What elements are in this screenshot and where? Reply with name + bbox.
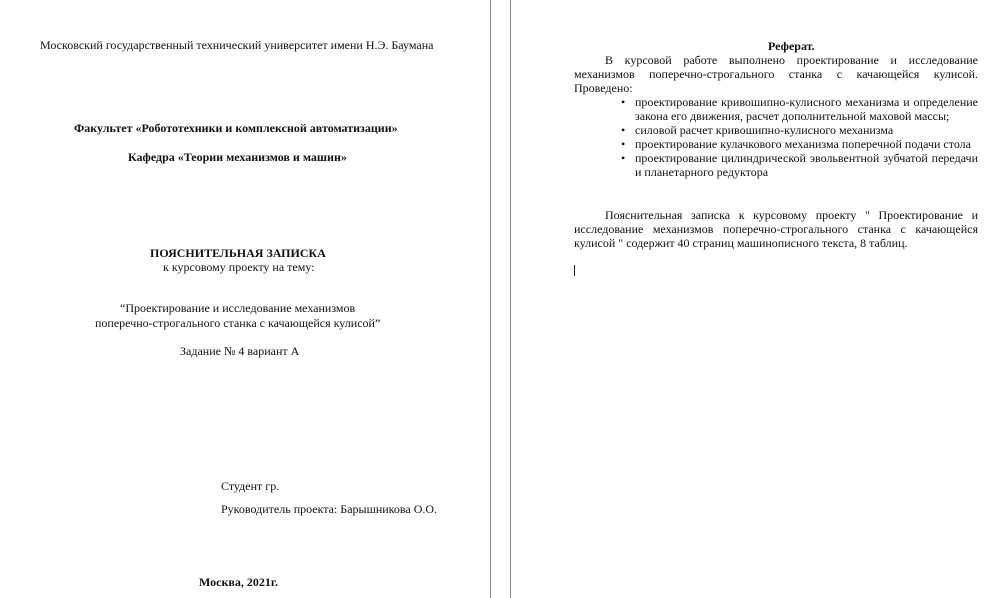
university-name: Московский государственный технический университет имени Н.Э. Баумана bbox=[40, 38, 434, 52]
bullet-icon: • bbox=[621, 137, 626, 151]
bullet-text: проектирование цилиндрической эвольвентной зубчатой передачи и планетарного редуктора bbox=[635, 151, 978, 179]
department-name: Кафедра «Теории механизмов и машин» bbox=[128, 150, 347, 164]
list-item bbox=[621, 123, 978, 137]
abstract-heading: Реферат. bbox=[768, 39, 815, 53]
title-page[interactable] bbox=[0, 0, 490, 598]
list-item bbox=[621, 151, 978, 179]
list-item bbox=[621, 137, 978, 151]
topic-line-1: “Проектирование и исследование механизмов bbox=[120, 301, 356, 315]
topic-line-2: поперечно-строгального станка с качающейся кулисой” bbox=[95, 316, 381, 330]
abstract-closing-paragraph[interactable] bbox=[574, 208, 978, 250]
faculty-name: Факультет «Робототехники и комплексной автоматизации» bbox=[74, 121, 398, 135]
supervisor-label: Руководитель проекта: Барышникова О.О. bbox=[221, 502, 438, 516]
list-item bbox=[621, 95, 978, 123]
bullet-icon: • bbox=[621, 123, 626, 137]
page-gap bbox=[490, 0, 511, 598]
text-cursor bbox=[574, 265, 575, 276]
document-title: ПОЯСНИТЕЛЬНАЯ ЗАПИСКА bbox=[150, 246, 326, 260]
page-edge-left bbox=[490, 0, 491, 598]
bullet-icon: • bbox=[621, 95, 626, 109]
city-year: Москва, 2021г. bbox=[199, 575, 278, 589]
abstract-intro-text: В курсовой работе выполнено проектирование и исследование механизмов поперечно-строгального станка с качающейся кулисой. Проведено: bbox=[574, 53, 978, 95]
abstract-bullet-list[interactable] bbox=[621, 95, 978, 179]
assignment-variant: Задание № 4 вариант А bbox=[180, 344, 300, 358]
student-label: Студент гр. bbox=[221, 479, 280, 493]
bullet-text: проектирование кривошипно-кулисного механизма и определение закона его движения, расчет дополнительной маховой массы; bbox=[635, 95, 978, 123]
abstract-closing-text: Пояснительная записка к курсовому проекту " Проектирование и исследование механизмов поперечно-строгального станка с качающейся кулисой " содержит 40 страниц машинописного текста, 8 таблиц. bbox=[574, 208, 978, 250]
bullet-icon: • bbox=[621, 151, 626, 165]
document-subtitle: к курсовому проекту на тему: bbox=[163, 260, 315, 274]
bullet-text: проектирование кулачкового механизма поперечной подачи стола bbox=[635, 137, 971, 151]
abstract-intro-paragraph[interactable] bbox=[574, 53, 978, 95]
bullet-text: силовой расчет кривошипно-кулисного механизма bbox=[635, 123, 894, 137]
abstract-page[interactable] bbox=[511, 0, 1000, 598]
